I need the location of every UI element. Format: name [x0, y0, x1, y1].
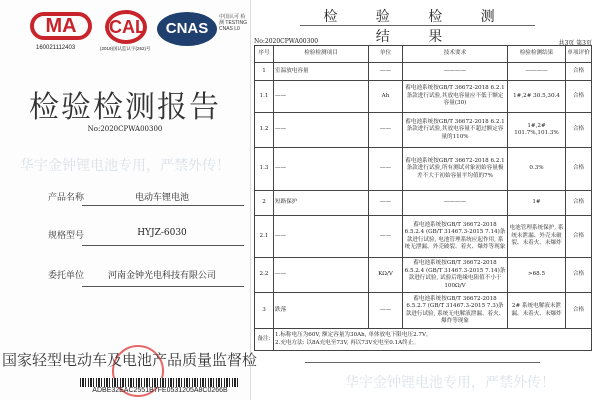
cell-item: —— — [274, 81, 369, 113]
cell-result: ———— — [508, 63, 566, 81]
barcode-text: ADBE32EAC2551B7FE0531205A8C0266B — [92, 387, 228, 394]
cell-result: 1# — [508, 191, 566, 216]
watermark: 华宇金钟锂电池专用，严禁外传！ — [20, 158, 230, 174]
cell-evaluation: 合格 — [566, 113, 592, 148]
cell-no: 2 — [255, 191, 274, 216]
report-number: No:2020CPWA00300 — [87, 125, 163, 133]
cell-requirement: 蓄电池系统按GB/T 36672-2018 6.2.1条款进行试验,所有测试对象初始容量极差不大于初始容量平均值的7% — [403, 148, 508, 191]
remarks-content — [274, 329, 592, 351]
cal-logo: CAL — [105, 10, 147, 44]
cnas-subtitle: 中国认可 检测 TESTING CNAS L0 — [219, 14, 248, 32]
remarks-label: 备注: — [255, 329, 274, 351]
cell-item: —— — [274, 258, 369, 293]
remarks-row — [255, 329, 592, 351]
field-value: 电动车锂电池 — [134, 193, 189, 203]
cell-no: 1.2 — [255, 113, 274, 148]
table-row — [255, 113, 592, 148]
cnas-logo: CNAS — [157, 12, 217, 46]
column-header: 序号 — [255, 46, 274, 63]
cell-requirement: 蓄电池系统按GB/T 36672-2018 6.5.2.4 (GB/T 31467.3-2015 7.14)条款进行试验, 试验后绝缘电阻值不小于100Ω/V — [403, 258, 508, 293]
column-header: 技术要求 — [403, 46, 508, 63]
cma-logo: MA — [30, 12, 92, 40]
cell-unit: —— — [369, 148, 403, 191]
page-count: 共3页 第3页 — [558, 40, 592, 47]
cell-result: >68.5 — [508, 258, 566, 293]
cell-item: 室温放电容量 — [274, 63, 369, 81]
field-value: 河南金钟光电科技有限公司 — [107, 271, 216, 281]
watermark: 华宇金钟锂电池专用，严禁外传！ — [345, 375, 555, 391]
cell-evaluation: 合格 — [566, 293, 592, 329]
cell-result: 0.3% — [508, 148, 566, 191]
cell-no: 1 — [255, 63, 274, 81]
cell-evaluation: 合格 — [566, 63, 592, 81]
remark-line: 2.充电方法: 以8A充电至73V, 再以73V充电至0.1A终止。 — [275, 339, 419, 346]
cell-requirement: ———— — [403, 63, 508, 81]
cell-unit: —— — [369, 63, 403, 81]
cal-number: (2019)国认监认字(262)号 — [100, 46, 151, 51]
divider — [82, 245, 244, 246]
cell-unit: Ah — [369, 81, 403, 113]
cell-evaluation: 合格 — [566, 81, 592, 113]
table-row — [255, 216, 592, 258]
table-row — [255, 63, 592, 81]
cell-requirement: ———— — [403, 191, 508, 216]
divider — [300, 25, 535, 26]
cell-no: 3 — [255, 293, 274, 329]
cell-no: 1.1 — [255, 81, 274, 113]
cell-no: 2.1 — [255, 216, 274, 258]
cell-result: 1#,2# 101.7%,101.3% — [508, 113, 566, 148]
cell-evaluation: 合格 — [566, 191, 592, 216]
table-row — [255, 148, 592, 191]
table-row — [255, 258, 592, 293]
cell-item: —— — [274, 148, 369, 191]
divider — [82, 205, 244, 206]
results-table — [254, 45, 592, 351]
field-label: 产品名称 — [48, 193, 85, 203]
table-row — [255, 191, 592, 216]
cell-result: 电池管理系统保护, 系统未泄漏、外壳未破裂、未着火、未爆炸 — [508, 216, 566, 258]
cell-item: —— — [274, 216, 369, 258]
results-title: 检 验 检 测 结 果 — [323, 9, 512, 45]
barcode — [80, 378, 240, 387]
cell-no: 2.2 — [255, 258, 274, 293]
column-header: 检验检测结果 — [508, 46, 566, 63]
cell-result: 1#,2# 30.5,30.4 — [508, 81, 566, 113]
cell-evaluation: 合格 — [566, 258, 592, 293]
divider — [82, 286, 244, 287]
cell-unit: —— — [369, 216, 403, 258]
cell-requirement: 蓄电池系统按GB/T 36672-2018 6.2.1条款进行试验,其放电容量应不低于额定容量(30) — [403, 81, 508, 113]
field-label: 规格型号 — [48, 231, 85, 241]
column-header: 检验检测项目 — [274, 46, 369, 63]
table-header — [255, 46, 592, 63]
cell-requirement: 蓄电池系统按GB/T 36672-2018 6.5.2.7 (GB/T 31467.3-2015 7.3)条款进行试验, 系统无电解液泄漏、着火、爆炸等现象 — [403, 293, 508, 329]
cell-result: 2# 系统电解液未泄漏、未着火、未爆炸 — [508, 293, 566, 329]
cell-unit: —— — [369, 191, 403, 216]
cell-evaluation: 合格 — [566, 148, 592, 191]
field-label: 委托单位 — [48, 271, 85, 281]
table-row — [255, 81, 592, 113]
cell-item: —— — [274, 113, 369, 148]
field-value: HYJZ-6030 — [137, 228, 187, 238]
cell-item: 跌落 — [274, 293, 369, 329]
cell-evaluation: 合格 — [566, 216, 592, 258]
cell-requirement: 蓄电池系统按GB/T 36672-2018 6.2.1条款进行试验,其放电容量不超过额定容量的110% — [403, 113, 508, 148]
cell-no: 1.3 — [255, 148, 274, 191]
divider — [305, 362, 540, 363]
remark-line: 1.标称电压为60V, 额定容量为30Ah, 单体放电下限电压2.7V。 — [275, 332, 432, 338]
column-header: 单位 — [369, 46, 403, 63]
report-number: No:2020CPWA00300 — [254, 38, 319, 45]
cell-item: 短路保护 — [274, 191, 369, 216]
report-title: 检验检测报告 — [29, 90, 221, 125]
cell-unit: —— — [369, 293, 403, 329]
cell-unit: KΩ/V — [369, 258, 403, 293]
table-row — [255, 293, 592, 329]
cma-number: 160021112403 — [36, 45, 76, 51]
cell-requirement: 蓄电池系统按GB/T 36672-2018 6.5.2.4 (GB/T 31467.3-2015 7.14)条款进行试验, 电池管理系统应起作用, 系统无泄漏、外壳破裂、着火、爆炸等现象 — [403, 216, 508, 258]
organization-name: 国家轻型电动车及电池产品质量监督检 — [2, 351, 258, 369]
column-header: 单项评价 — [566, 46, 592, 63]
cell-unit: —— — [369, 113, 403, 148]
